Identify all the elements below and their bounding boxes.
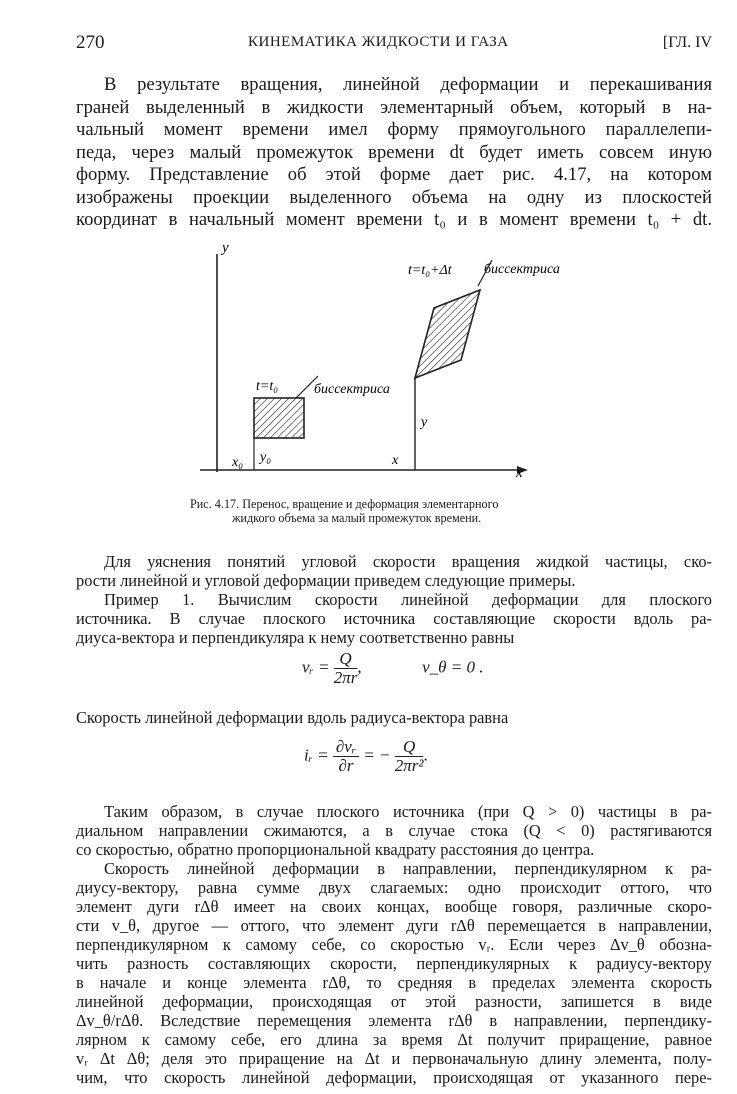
figure-4-17 — [192, 240, 560, 530]
chapter-label: [ГЛ. IV — [662, 34, 712, 51]
text-line: сти v_θ, другое — оттого, что элемент дуги rΔθ перемещается в направлении, — [76, 916, 712, 935]
text-line: элемент дуги rΔθ имеет на своих концах, вообще говоря, различные скоро- — [76, 897, 712, 916]
label-bisector-1: биссектриса — [314, 382, 390, 397]
intro-paragraph — [76, 74, 712, 232]
text-line: Для уяснения понятий угловой скорости вращения жидкой частицы, ско- — [104, 552, 712, 571]
text-line: чить разность составляющих скорости, перпендикулярных к радиусу-вектору — [76, 954, 712, 973]
caption-line: жидкого объема за малый промежуток времени. — [232, 511, 482, 525]
page-number: 270 — [76, 32, 105, 53]
text-line: педа, через малый промежуток времени dt будет иметь совсем иную — [76, 141, 712, 163]
label-t-final: t=t₀+Δt — [408, 263, 452, 278]
label-bisector-2: биссектриса — [484, 262, 560, 277]
text-line: vᵣ Δt Δθ; деля это приращение на Δt и первоначальную длину элемента, полу- — [76, 1049, 712, 1068]
text-line: граней выделенный в жидкости элементарный объем, который в на- — [76, 96, 712, 118]
text-line: изображены проекции выделенного объема на одну из плоскостей — [76, 186, 712, 208]
text-line: Скорость линейной деформации в направлении, перпендикулярном к ра- — [104, 859, 712, 878]
page-header — [76, 32, 712, 58]
linear-deformation-intro — [76, 708, 712, 727]
text-line: Таким образом, в случае плоского источника (при Q > 0) частицы в ра- — [104, 802, 712, 821]
perpendicular-deformation-paragraph — [76, 859, 712, 1087]
source-sink-paragraph — [76, 802, 712, 859]
text-line: Δv_θ/rΔθ. Вследствие перемещения элемента rΔθ в направлении, перпендику- — [76, 1011, 712, 1030]
text-line: координат в начальный момент времени t₀ и в момент времени t₀ + dt. — [76, 209, 712, 230]
x-axis-label: x — [516, 465, 523, 481]
y-axis-label: y — [222, 240, 229, 256]
text-line: В результате вращения, линейной деформации и перекашивания — [104, 74, 712, 95]
figure-caption — [190, 497, 610, 525]
text-line: линейной деформации, происходящая от этой разности, запишется в виде — [76, 992, 712, 1011]
label-y: y — [421, 415, 428, 430]
initial-element — [254, 398, 304, 438]
text-line: рости линейной и угловой деформации приведем следующие примеры. — [76, 571, 576, 590]
example-intro-paragraph — [76, 552, 712, 647]
text-line: диусу-вектору, равна сумме двух слагаемых: одно происходит оттого, что — [76, 878, 712, 897]
text-line: Скорость линейной деформации вдоль радиуса-вектора равна — [76, 708, 509, 727]
text-line: Пример 1. Вычислим скорости линейной деформации для плоского — [104, 590, 712, 609]
formula-linear-deformation: iᵣ = $\frac{\text{∂vᵣ}}{\partial r}$ = − $\frac{Q}{\text{2πr²}}$ . — [304, 737, 428, 775]
label-x0: x₀ — [232, 455, 244, 470]
text-line: в начале и конце элемента rΔθ, то средняя в пределах элемента скорость — [76, 973, 712, 992]
caption-line: Рис. 4.17. Перенос, вращение и деформация элементарного — [190, 497, 499, 511]
text-line: форму. Представление об этой форме дает рис. 4.17, на котором — [76, 164, 712, 185]
text-line: диальном направлении сжимаются, а в случае стока (Q < 0) растягиваются — [76, 821, 712, 840]
text-line: чим, что скорость линейной деформации, происходящая от указанного пере- — [76, 1068, 712, 1087]
formula-source-velocity: vᵣ = $\frac{Q}{2\pi r}$ , v_θ = 0 . — [302, 649, 484, 687]
text-line: источника. В случае плоского источника составляющие скорости вдоль ра- — [76, 609, 712, 628]
running-title: КИНЕМАТИКА ЖИДКОСТИ И ГАЗА — [248, 34, 509, 50]
label-y0: y₀ — [260, 450, 272, 465]
text-line: диуса-вектора и перпендикуляра к нему соответственно равны — [76, 628, 515, 647]
text-line: лярном к самому себе, его длина за время Δt получит приращение, равное — [76, 1030, 712, 1049]
text-line: чальный момент времени имел форму прямоугольного параллелепи- — [76, 119, 712, 140]
text-line: со скоростью, обратно пропорциональной квадрату расстояния до центра. — [76, 840, 595, 859]
text-line: перпендикулярном к самому себе, со скоростью vᵣ. Если через Δv_θ обозна- — [76, 935, 712, 954]
label-t-initial: t=t₀ — [256, 379, 279, 394]
deformed-element — [415, 290, 480, 378]
label-x: x — [392, 453, 399, 468]
